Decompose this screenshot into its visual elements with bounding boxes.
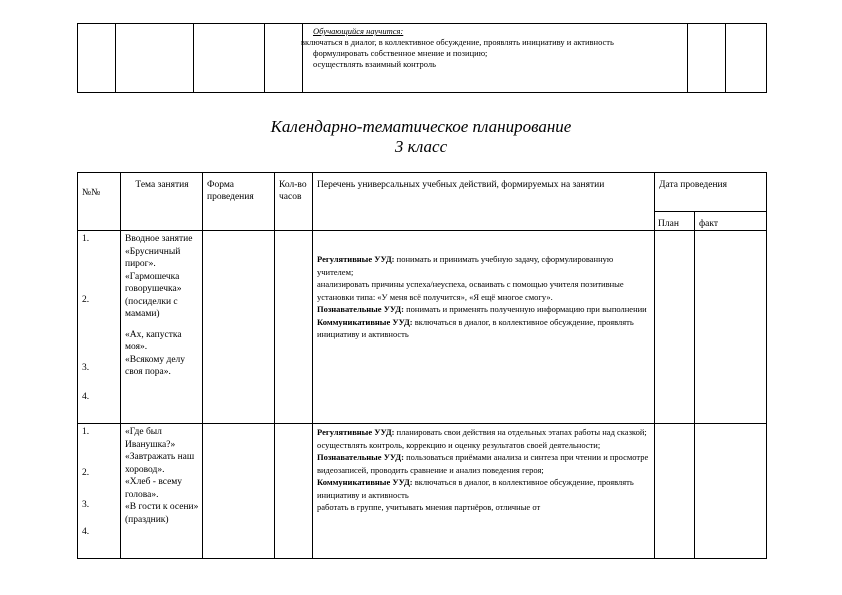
uud-line: осуществлять взаимный контроль [313, 59, 436, 69]
row-number: 4. [82, 392, 90, 402]
uud-cell [303, 24, 688, 93]
cell [726, 24, 767, 93]
topic: «В гости к осени» (праздник) [125, 502, 199, 525]
topic: «Ах, капустка моя». [125, 329, 182, 352]
cell [688, 24, 726, 93]
header-num: №№ [78, 173, 121, 231]
header-form: Форма проведения [203, 173, 275, 231]
title-subline: 3 класс [394, 137, 448, 156]
topics-cell [121, 231, 203, 424]
uud-label: Коммуникативные УУД: [317, 316, 413, 327]
form-cell [203, 424, 275, 559]
header-fact: факт [695, 212, 767, 231]
uud-text: осуществлять контроль, коррекцию и оценку результатов своей деятельности; [317, 439, 601, 450]
topic: «Гармошечка говорушечка» (посиделки с мамами) [125, 271, 182, 319]
uud-item [317, 278, 651, 303]
page-title [0, 117, 842, 157]
header-plan: План [655, 212, 695, 231]
uud-item [317, 501, 651, 514]
uud-text: пользоваться приёмами анализа и синтеза при чтении и просмотре видеозаписей, проводить сравнение и анализ поведения героя; [317, 452, 649, 475]
uud-text: включаться в диалог, в коллективное обсуждение, проявлять инициативу и активность [317, 316, 634, 339]
hours-cell [275, 231, 313, 424]
row-number: 2. [82, 468, 90, 478]
uud-text: планировать свои действия на отдельных этапах работы над сказкой; [394, 427, 647, 437]
uud-label: Коммуникативные УУД: [317, 477, 413, 487]
uud-item [317, 439, 651, 452]
fact-cell [695, 424, 767, 559]
cell [265, 24, 303, 93]
row-number: 1. [82, 427, 90, 437]
header-hours: Кол-во часов [275, 173, 313, 231]
uud-item [317, 303, 651, 316]
cell [78, 24, 116, 93]
topic: Вводное занятие «Брусничный пирог». [125, 234, 193, 269]
topic: «Всякому делу своя пора». [125, 354, 186, 377]
hours-cell [275, 424, 313, 559]
row-number: 3. [82, 500, 90, 510]
uud-label: Познавательные УУД: [317, 304, 404, 314]
row-number: 1. [82, 234, 90, 244]
topic: «Завтражать наш хоровод». [125, 452, 195, 475]
topic: «Хлеб - всему голова». [125, 477, 183, 500]
header-topic: Тема занятия [121, 173, 203, 231]
row-number: 3. [82, 363, 90, 373]
cell [116, 24, 194, 93]
uud-text: понимать и применять полученную информацию при выполнении [403, 304, 647, 314]
uud-text: анализировать причины успеха/неуспеха, осваивать с помощью учителя позитивные установки типа: «У меня всё получится», «Я ещё многое смогу». [317, 279, 624, 302]
topic: «Где был Иванушка?» [125, 427, 176, 450]
uud-cell [313, 231, 655, 424]
row-number: 4. [82, 527, 90, 537]
numbers-cell [78, 231, 121, 424]
form-cell [203, 231, 275, 424]
topics-cell [121, 424, 203, 559]
uud-item [317, 426, 651, 439]
plan-cell [655, 231, 695, 424]
uud-label: Познавательные УУД: [317, 452, 404, 462]
header-date: Дата проведения [655, 173, 767, 212]
uud-line: включаться в диалог, в коллективное обсуждение, проявлять инициативу и активность [301, 37, 614, 47]
row-number: 2. [82, 295, 90, 305]
uud-text: понимать и принимать учебную задачу, сформулированную учителем; [317, 254, 614, 277]
numbers-cell [78, 424, 121, 559]
uud-heading: Обучающийся научится: [313, 26, 404, 36]
plan-cell [655, 424, 695, 559]
uud-line: формулировать собственное мнение и позицию; [313, 48, 488, 58]
uud-item [317, 253, 651, 278]
header-uud: Перечень универсальных учебных действий, формируемых на занятии [313, 173, 655, 231]
uud-item [317, 451, 651, 476]
uud-label: Регулятивные УУД: [317, 427, 395, 437]
title-line: Календарно-тематическое планирование [270, 117, 572, 136]
fact-cell [695, 231, 767, 424]
cell [194, 24, 265, 93]
uud-item [317, 476, 651, 501]
uud-item [317, 316, 651, 341]
planning-table [77, 172, 767, 559]
continued-table [77, 23, 767, 93]
uud-label: Регулятивные УУД: [317, 254, 395, 264]
uud-cell [313, 424, 655, 559]
uud-text: включаться в диалог, в коллективное обсуждение, проявлять инициативу и активность [317, 477, 634, 500]
uud-text: работать в группе, учитывать мнения партнёров, отличные от [317, 502, 541, 512]
